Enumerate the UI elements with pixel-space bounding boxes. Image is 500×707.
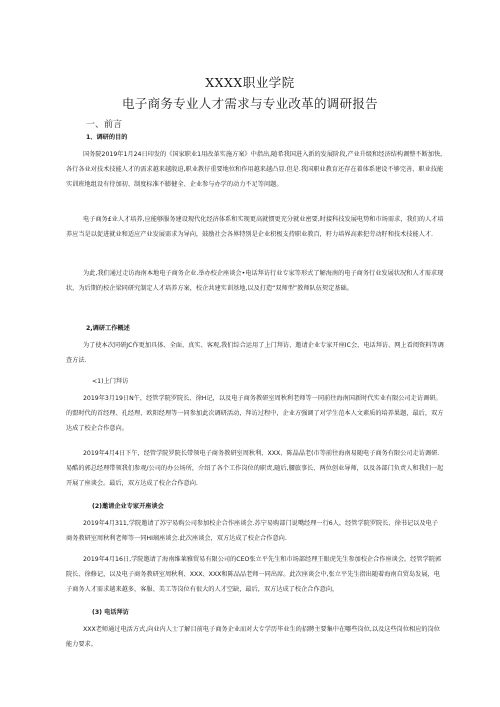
- paragraph-4: 为了使本次同研JC作更加具体、全面、真实、客观,我们综合运用了上门拜访、邀请企业专家开座IC会、电话拜访、网上看阅资料等调查方法.: [66, 342, 444, 364]
- paragraph-5: 2019年3月19日N午，经管学院罗院长、徐H记，以及电子商务教研室周秋利老师等一同前往海南国新时代实业有限公司走访调研。的盟时代的首经理、孔经理、欧阳经理等一同参加此次调研活动，拜访过程中，企业方强调了对学生范本人文素质的培养果题，最后，双方达成了校企合作意向。: [66, 395, 444, 432]
- section-heading-preface: 一、前言: [86, 120, 123, 130]
- paragraph-9: XXX老师通过电活方式,向业内人士了解目前电子商务企业而对大专学历毕业生的招聘主要集中在哪些岗位,以及这些岗位相应的岗位能力要求。: [66, 626, 440, 648]
- paragraph-8: 2019年4月16日,学院邀请了海南维莱雅贸易有限公司的CEO张立平先生和市场部经理王眼虎先生参加校企合作座谈会。经管学院郭院长、徐修记，以及电子商务教研室周秋利、XXX、XXX和陈品品老师一同出席。此次座谈会中,张立平先生指出随着海南自贸岛发展，电子商务人才需求越来越多，客服、美工等岗位有很大的人才空缺，最后，双方达成了校企合作意向，: [66, 556, 442, 593]
- paragraph-2: 电子商务£业人才培养,应能够服务建设现代化经济体系和实现更高就惯更充分就业密要,时接科技发展电势和市场需求，我们的人才培养应当是以促进就业和适应产业发展需求为导向，鼓励社会各界特别是企业积极支持职业教百，籽力培界高素犯劳动籽和技术技能人才.: [66, 216, 444, 238]
- report-title: 电子商务专业人才需求与专业改革的调研报告: [121, 96, 378, 111]
- paragraph-3: 为此,我们通过走访海南本地电子商务企业.举办校企座谈会•电话拜访行业专家等形式了解海南的电子商务行业发展状况和人才需求现状，为后期的校企梁同研究制定人才培养方案，校企共建实训基地,以及打造“双师型”教师队伍契定基础。: [66, 270, 444, 292]
- school-name: XXXX职业学院: [205, 75, 295, 90]
- heading-phone-visit: (3) 电话拜访: [92, 609, 129, 616]
- paragraph-7: 2019年4月311,学院邀请了苏宁易购公司参加校企合作座谈会.苏宁易购部门说嘴经理一行6人，经管学院罗院长、徐书记以及电子商务教研室周秋利老师等一同HI璃座谈会.此次座谈会，双方达成了校企合作意向.: [66, 520, 438, 542]
- heading-symposium: (2)邀请企业专家开座谈会: [92, 503, 164, 510]
- paragraph-6: 2019年4月4日下午，经管学院罗院长带领电子商务教研室周秋利、XXX、陈晶晶老(市等前往海南易随电子商务有限公司走访调研.易酷的郭总经理带领我们参观/公司的办公场所，介绍了各个工作岗位的职责,随后,腰旅事长、两位创业导师，以及各部门负责人和我们一起开展了座谈会。最后，双方达成了校企合作意向.: [66, 450, 444, 487]
- heading-overview: 2,调研工作概述: [86, 325, 130, 332]
- heading-purpose: 1、调研的目的: [86, 134, 128, 141]
- paragraph-1: 国务院2019年1月24日印发的《国家职业1用改革实施方案》中指出,随希我国进入新的发展阶段,产业升级和经济结构调整不断加快,各行各业对技术技能人才的需求越来越殷迫,职业教仔重要地位和作用越来越凸显.但是.我国职业教育还存在着体系建设不够完善、职业技能实训班地组设有待加初、制度标准不膨健全、企业参与办学的动力不足等问题。: [66, 151, 444, 188]
- heading-onsite-visit: <1)上门拜访: [92, 378, 129, 385]
